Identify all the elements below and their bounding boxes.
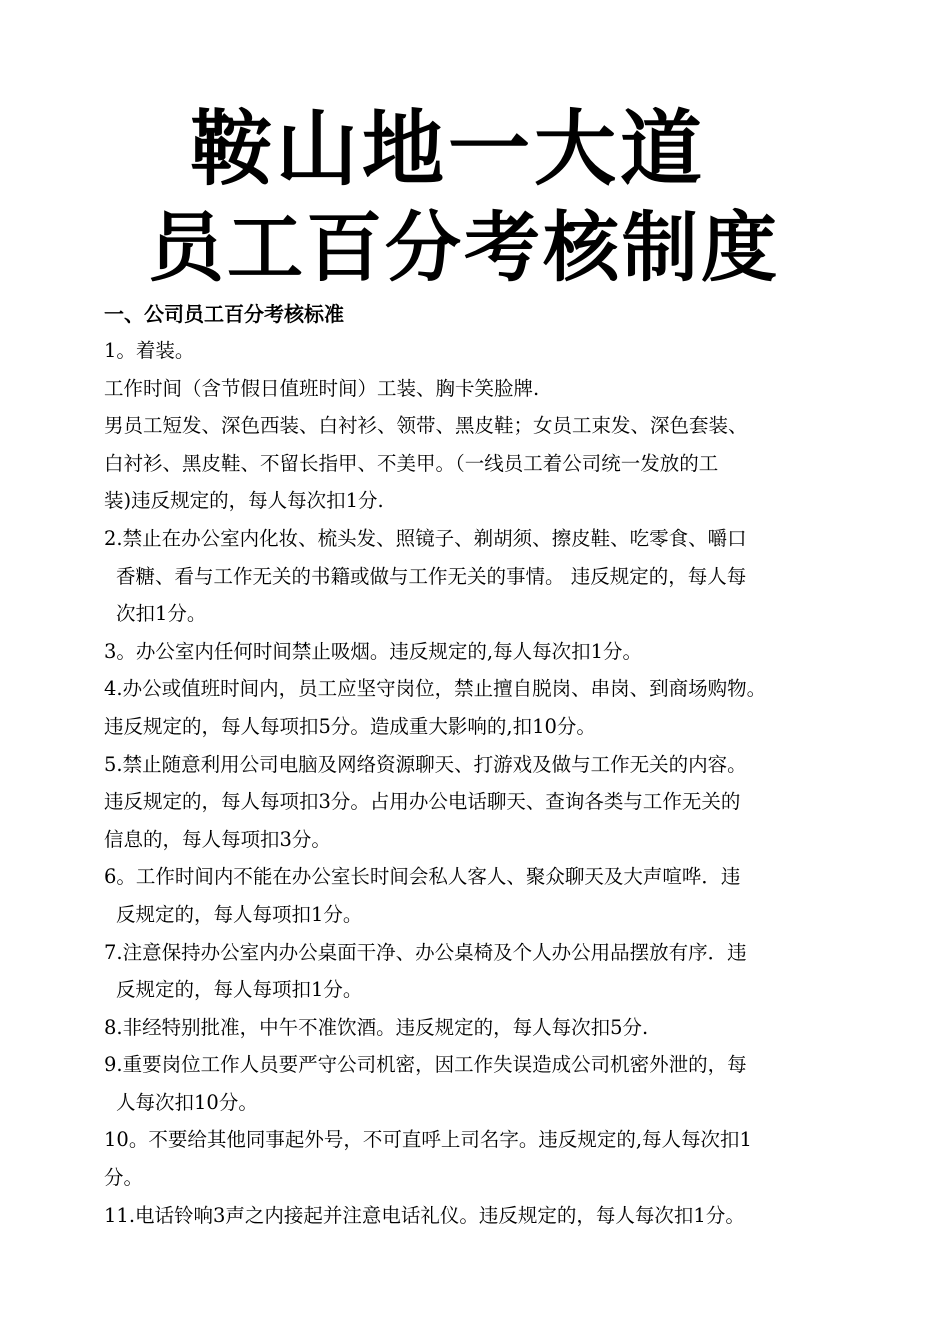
text-line-14: 信息的，每人每项扣3分。 [104,827,331,851]
section-heading: 一、公司员工百分考核标准 [104,302,344,326]
text-line-16: 反规定的，每人每项扣1分。 [116,902,363,926]
text-line-18: 反规定的，每人每项扣1分。 [116,978,363,1002]
text-line-7: 香糖、看与工作无关的书籍或做与工作无关的事情。 违反规定的，每人每 [116,564,747,588]
text-line-3: 男员工短发、深色西装、白衬衫、领带、黑皮鞋；女员工束发、深色套装、 [104,414,748,438]
document-title-line-2: 员工百分考核制度 [148,203,780,292]
text-line-9: 3。办公室内任何时间禁止吸烟。违反规定的,每人每次扣1分。 [104,639,643,663]
document-title-line-1: 鞍山地一大道 [190,101,707,197]
text-line-8: 次扣1分。 [116,602,207,626]
text-line-10: 4.办公或值班时间内，员工应坚守岗位，禁止擅自脱岗、串岗、到商场购物。 [104,677,767,701]
text-line-12: 5.禁止随意利用公司电脑及网络资源聊天、打游戏及做与工作无关的内容。 [104,752,747,776]
text-line-13: 违反规定的，每人每项扣3分。占用办公电话聊天、查询各类与工作无关的 [104,790,741,814]
text-line-1: 1。着装。 [104,339,195,362]
text-line-21: 人每次扣10分。 [116,1090,258,1114]
text-line-11: 违反规定的，每人每项扣5分。造成重大影响的,扣10分。 [104,714,596,738]
text-line-5: 装)违反规定的，每人每次扣1分. [104,489,384,513]
text-line-17: 7.注意保持办公室内办公桌面干净、办公桌椅及个人办公用品摆放有序．违 [104,940,747,964]
text-line-4: 白衬衫、黑皮鞋、不留长指甲、不美甲。（一线员工着公司统一发放的工 [104,451,719,475]
text-line-19: 8.非经特别批准，中午不准饮酒。违反规定的，每人每次扣5分. [104,1015,649,1039]
text-line-20: 9.重要岗位工作人员要严守公司机密，因工作失误造成公司机密外泄的，每 [104,1053,747,1077]
text-line-6: 2.禁止在办公室内化妆、梳头发、照镜子、剃胡须、擦皮鞋、吃零食、嚼口 [104,526,747,550]
text-line-24: 11.电话铃响3声之内接起并注意电话礼仪。违反规定的，每人每次扣1分。 [104,1203,745,1227]
text-line-23: 分。 [104,1166,144,1190]
text-line-15: 6。工作时间内不能在办公室长时间会私人客人、聚众聊天及大声喧哗．违 [104,865,741,889]
document-body [104,332,864,1234]
text-line-2: 工作时间（含节假日值班时间）工装、胸卡笑脸牌. [104,376,540,400]
text-line-22: 10。不要给其他同事起外号，不可直呼上司名字。违反规定的,每人每次扣1 [104,1128,752,1152]
